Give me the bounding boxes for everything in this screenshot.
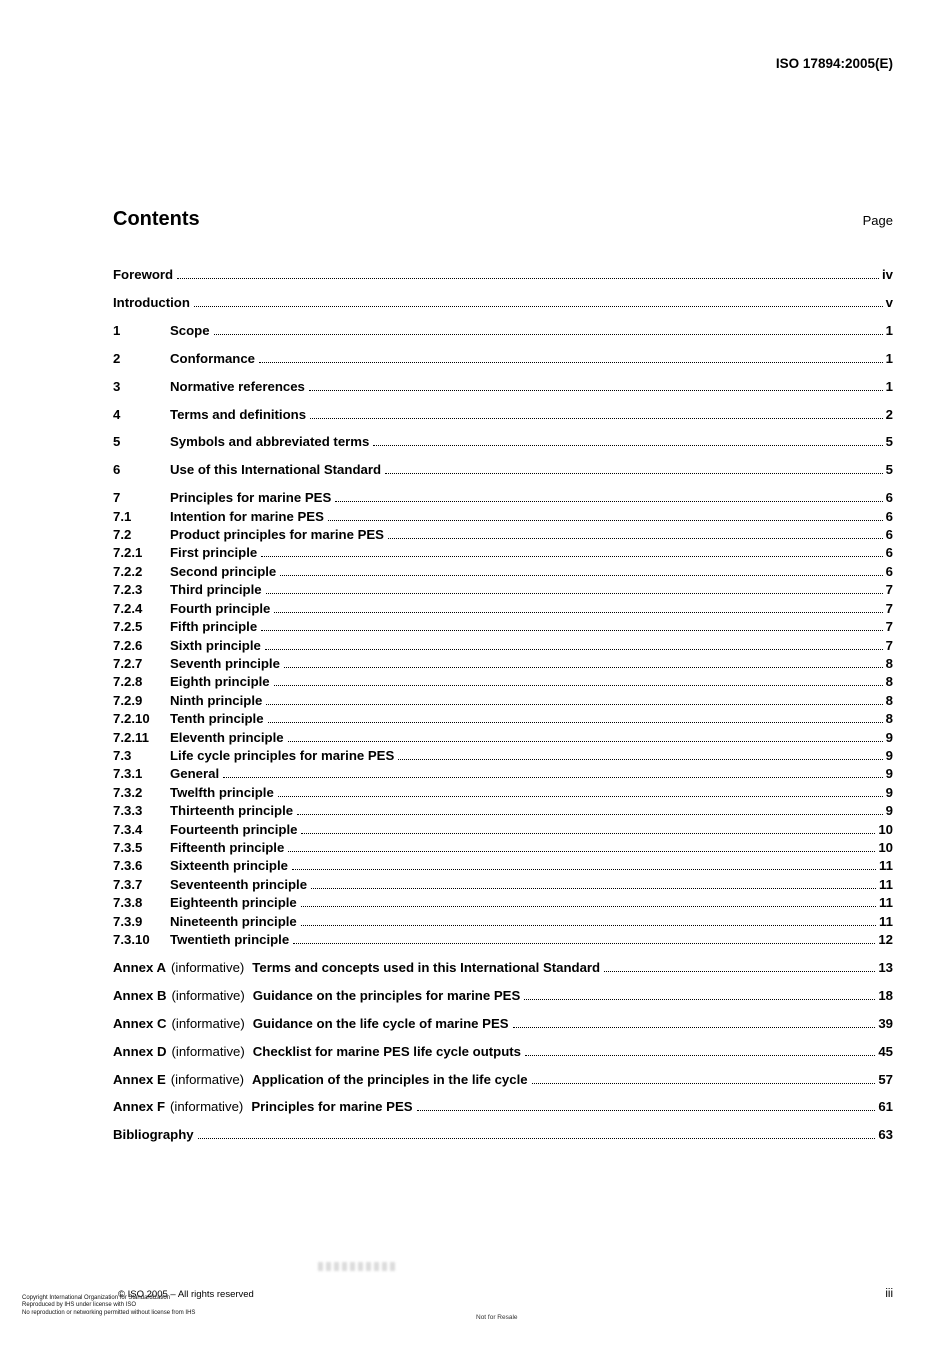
toc-entry-page: 11	[879, 913, 893, 929]
dotted-leader	[293, 943, 875, 944]
toc-entry-number: 7.2.2	[113, 563, 143, 579]
dotted-leader	[266, 593, 883, 594]
toc-entry-page: 6	[885, 545, 893, 561]
toc-annex-qualifier: (informative)	[171, 959, 245, 975]
dotted-leader	[309, 390, 883, 391]
toc-entry-page: 9	[885, 766, 893, 782]
dotted-leader	[280, 575, 882, 576]
toc-annex-qualifier: (informative)	[171, 1015, 245, 1031]
dotted-leader	[259, 362, 883, 363]
toc-entry-title: Ninth principle	[170, 692, 263, 708]
dotted-leader	[284, 667, 883, 668]
toc-entry-title: Terms and concepts used in this International Standard	[252, 959, 601, 975]
toc-entry-page: 8	[885, 692, 893, 708]
toc-entry	[113, 959, 893, 977]
toc-entry	[113, 581, 893, 599]
iso-copyright-notice: © ISO 2005 – All rights reserved	[118, 1289, 254, 1300]
toc-entry	[113, 876, 893, 894]
dotted-leader	[335, 501, 882, 502]
toc-entry-number: 7.3	[113, 747, 132, 763]
toc-entry	[113, 784, 893, 802]
toc-entry-page: 2	[885, 406, 893, 422]
toc-entry-title: Nineteenth principle	[170, 913, 297, 929]
dotted-leader	[398, 759, 882, 760]
toc-entry	[113, 461, 893, 479]
toc-entry-page: 6	[885, 563, 893, 579]
toc-entry-page: 7	[885, 637, 893, 653]
ihs-copyright-line: Reproduced by IHS under license with ISO	[22, 1302, 137, 1309]
toc-entry-title: General	[170, 766, 220, 782]
toc-entry-page: 7	[885, 582, 893, 598]
toc-entry-title: Twelfth principle	[170, 784, 274, 800]
toc-entry-page: 63	[878, 1127, 893, 1143]
toc-entry-page: 13	[878, 959, 893, 975]
dotted-leader	[274, 612, 882, 613]
dotted-leader	[265, 649, 883, 650]
dotted-leader	[261, 630, 882, 631]
toc-entry-page: 5	[885, 462, 893, 478]
toc-entry-title: Guidance on the life cycle of marine PES	[252, 1015, 509, 1031]
toc-entry-title: Twentieth principle	[170, 932, 290, 947]
toc-entry-number: 7.2.5	[113, 619, 143, 635]
toc-entry-number: 7.2.1	[113, 545, 143, 561]
toc-entry-page: 11	[879, 895, 893, 911]
toc-entry	[113, 508, 893, 526]
toc-entry-title: Tenth principle	[170, 711, 264, 727]
toc-entry-number: 1	[113, 322, 121, 338]
dotted-leader	[513, 1027, 876, 1028]
toc-entry	[113, 747, 893, 765]
toc-entry-page: 1	[885, 322, 893, 338]
dotted-leader	[214, 334, 883, 335]
toc-entry	[113, 692, 893, 710]
toc-entry	[113, 710, 893, 728]
toc-entry-number: 7.1	[113, 508, 132, 524]
dotted-leader	[532, 1083, 876, 1084]
toc-annex-prefix: Annex C	[113, 1015, 167, 1031]
toc-entry-page: v	[885, 294, 893, 310]
dotted-leader	[288, 741, 883, 742]
faint-watermark	[318, 1262, 398, 1271]
toc-entry-number: 7.3.2	[113, 784, 143, 800]
toc-entry	[113, 729, 893, 747]
doc-reference: ISO 17894:2005(E)	[775, 56, 893, 71]
toc-entry	[113, 266, 893, 284]
toc-entry-page: 6	[885, 490, 893, 506]
toc-entry	[113, 821, 893, 839]
toc-entry-page: 9	[885, 784, 893, 800]
toc-entry-page: 7	[885, 619, 893, 635]
ihs-copyright-line: No reproduction or networking permitted without license from IHS	[22, 1309, 196, 1316]
dotted-leader	[524, 999, 875, 1000]
toc-entry	[113, 1098, 893, 1116]
toc-entry	[113, 544, 893, 562]
toc-annex-prefix: Annex F	[113, 1099, 166, 1115]
toc-entry-title: Eighteenth principle	[170, 895, 297, 911]
toc-entry-title: Scope	[170, 322, 210, 338]
toc-entry-number: 7.3.1	[113, 766, 143, 782]
toc-entry-title: First principle	[170, 545, 258, 561]
toc-entry-page: 10	[878, 821, 893, 837]
dotted-leader	[292, 869, 876, 870]
toc-entry-number: 7.2.7	[113, 655, 143, 671]
dotted-leader	[297, 814, 883, 815]
contents-title: Contents	[113, 208, 200, 230]
toc-annex-prefix: Annex A	[113, 959, 167, 975]
contents-header	[113, 208, 893, 231]
toc-entry-number: 7.2.10	[113, 711, 150, 727]
toc-entry-title: Eleventh principle	[170, 729, 284, 745]
toc-entry-title: Third principle	[170, 582, 262, 598]
toc-entry-page: 7	[885, 600, 893, 616]
toc-entry-page: 9	[885, 747, 893, 763]
toc-entry-page: 8	[885, 674, 893, 690]
toc-entry	[113, 802, 893, 820]
toc-entry-title: Bibliography	[113, 1127, 194, 1143]
toc-entry-page: 5	[885, 434, 893, 450]
toc-entry-title: Second principle	[170, 563, 277, 579]
toc-entry-number: 7.2	[113, 527, 132, 543]
toc-entry	[113, 913, 893, 931]
toc-entry-number: 7.3.5	[113, 839, 143, 855]
dotted-leader	[385, 473, 883, 474]
toc-entry-title: Fifteenth principle	[170, 839, 285, 855]
toc-entry-page: 9	[885, 803, 893, 819]
toc-annex-qualifier: (informative)	[171, 1043, 245, 1059]
toc-annex-prefix: Annex D	[113, 1043, 167, 1059]
dotted-leader	[177, 278, 879, 279]
toc-entry	[113, 600, 893, 618]
toc-entry-title: Guidance on the principles for marine PES	[252, 987, 521, 1003]
dotted-leader	[278, 796, 883, 797]
dotted-leader	[328, 520, 883, 521]
ihs-copyright-block	[22, 1295, 195, 1317]
toc-entry-page: 39	[878, 1015, 893, 1031]
toc-entry	[113, 839, 893, 857]
toc-entry	[113, 1071, 893, 1089]
toc-entry	[113, 563, 893, 581]
toc-entry-title: Fourth principle	[170, 600, 271, 616]
toc-entry-title: Fifth principle	[170, 619, 258, 635]
toc-entry	[113, 765, 893, 783]
toc-annex-qualifier: (informative)	[171, 987, 245, 1003]
toc-annex-qualifier: (informative)	[170, 1099, 244, 1115]
toc-entry-page: 6	[885, 508, 893, 524]
dotted-leader	[301, 833, 875, 834]
dotted-leader	[310, 418, 883, 419]
toc-entry-title: Principles for marine PES	[251, 1099, 413, 1115]
dotted-leader	[194, 306, 883, 307]
toc-entry	[113, 1126, 893, 1144]
table-of-contents	[113, 266, 893, 1145]
toc-entry-number: 7.3.8	[113, 895, 143, 911]
toc-entry-number: 7.2.11	[113, 729, 149, 745]
toc-entry	[113, 378, 893, 396]
toc-entry-number: 4	[113, 406, 121, 422]
toc-entry	[113, 894, 893, 912]
toc-entry	[113, 489, 893, 507]
dotted-leader	[604, 971, 875, 972]
dotted-leader	[301, 906, 876, 907]
toc-entry-number: 7.2.3	[113, 582, 143, 598]
page-number: iii	[885, 1288, 893, 1300]
toc-annex-prefix: Annex E	[113, 1071, 166, 1087]
toc-entry-title: Conformance	[170, 350, 255, 366]
dotted-leader	[288, 851, 875, 852]
toc-entry-number: 7.3.7	[113, 876, 143, 892]
dotted-leader	[373, 445, 882, 446]
toc-entry-title: Product principles for marine PES	[170, 527, 384, 543]
dotted-leader	[417, 1110, 876, 1111]
toc-entry-title: Seventh principle	[170, 655, 280, 671]
toc-entry-page: 61	[878, 1099, 893, 1115]
toc-entry	[113, 1015, 893, 1033]
toc-entry	[113, 637, 893, 655]
toc-entry	[113, 857, 893, 875]
toc-entry-page: 11	[879, 858, 893, 874]
toc-entry-number: 7.2.9	[113, 692, 143, 708]
toc-entry	[113, 987, 893, 1005]
toc-entry-title: Eighth principle	[170, 674, 270, 690]
toc-entry-page: 1	[885, 378, 893, 394]
page-column-label: Page	[862, 213, 893, 228]
toc-entry-number: 6	[113, 462, 121, 478]
toc-annex-prefix: Annex B	[113, 987, 167, 1003]
toc-entry	[113, 618, 893, 636]
dotted-leader	[274, 685, 883, 686]
toc-entry-number: 7.3.4	[113, 821, 143, 837]
dotted-leader	[198, 1138, 876, 1139]
toc-entry	[113, 931, 893, 949]
toc-entry-page: 18	[878, 987, 893, 1003]
toc-entry-number: 2	[113, 350, 121, 366]
toc-entry-number: 3	[113, 378, 121, 394]
toc-entry-page: 1	[885, 350, 893, 366]
dotted-leader	[261, 556, 882, 557]
dotted-leader	[266, 704, 882, 705]
toc-entry-title: Normative references	[170, 378, 305, 394]
toc-entry-number: 7.3.3	[113, 803, 143, 819]
toc-entry-title: Symbols and abbreviated terms	[170, 434, 370, 450]
toc-entry-title: Seventeenth principle	[170, 876, 308, 892]
toc-entry-number: 7.2.8	[113, 674, 143, 690]
toc-entry-title: Thirteenth principle	[170, 803, 294, 819]
dotted-leader	[268, 722, 883, 723]
dotted-leader	[223, 777, 883, 778]
toc-entry-title: Application of the principles in the life cycle	[252, 1071, 528, 1087]
toc-entry-title: Intention for marine PES	[170, 508, 324, 524]
not-for-resale-notice: Not for Resale	[476, 1314, 518, 1321]
toc-entry-title: Terms and definitions	[170, 406, 307, 422]
dotted-leader	[311, 888, 876, 889]
toc-entry-page: 45	[878, 1043, 893, 1059]
toc-entry-page: 57	[878, 1071, 893, 1087]
toc-entry	[113, 1043, 893, 1061]
toc-entry-title: Sixteenth principle	[170, 858, 288, 874]
toc-entry	[113, 655, 893, 673]
dotted-leader	[525, 1055, 875, 1056]
toc-entry-page: 8	[885, 711, 893, 727]
toc-entry-number: 7	[113, 490, 121, 506]
toc-entry-title: Foreword	[113, 267, 174, 282]
toc-entry-page: iv	[882, 267, 893, 282]
dotted-leader	[301, 925, 876, 926]
toc-entry	[113, 433, 893, 451]
toc-entry-page: 6	[885, 527, 893, 543]
toc-entry-page: 10	[878, 839, 893, 855]
toc-entry-title: Principles for marine PES	[170, 490, 332, 506]
toc-entry-page: 9	[885, 729, 893, 745]
toc-entry-page: 11	[879, 876, 893, 892]
toc-entry	[113, 294, 893, 312]
toc-annex-qualifier: (informative)	[170, 1071, 245, 1087]
toc-entry-number: 7.3.9	[113, 913, 143, 929]
toc-entry	[113, 322, 893, 340]
dotted-leader	[388, 538, 883, 539]
toc-entry-page: 8	[885, 655, 893, 671]
toc-entry-title: Sixth principle	[170, 637, 261, 653]
toc-entry-title: Fourteenth principle	[170, 821, 298, 837]
toc-entry-title: Life cycle principles for marine PES	[170, 747, 395, 763]
toc-entry-title: Introduction	[113, 294, 190, 310]
toc-entry-page: 12	[878, 932, 893, 947]
toc-entry	[113, 350, 893, 368]
ihs-copyright-line: Copyright International Organization for Standardization	[22, 1295, 171, 1301]
toc-entry-number: 7.2.4	[113, 600, 143, 616]
toc-entry-number: 7.2.6	[113, 637, 143, 653]
toc-entry-number: 7.3.6	[113, 858, 143, 874]
toc-entry-number: 5	[113, 434, 121, 450]
toc-entry-title: Checklist for marine PES life cycle outputs	[252, 1043, 522, 1059]
toc-entry-number: 7.3.10	[113, 932, 150, 947]
toc-entry	[113, 406, 893, 424]
toc-entry	[113, 673, 893, 691]
toc-entry-title: Use of this International Standard	[170, 462, 382, 478]
toc-entry	[113, 526, 893, 544]
